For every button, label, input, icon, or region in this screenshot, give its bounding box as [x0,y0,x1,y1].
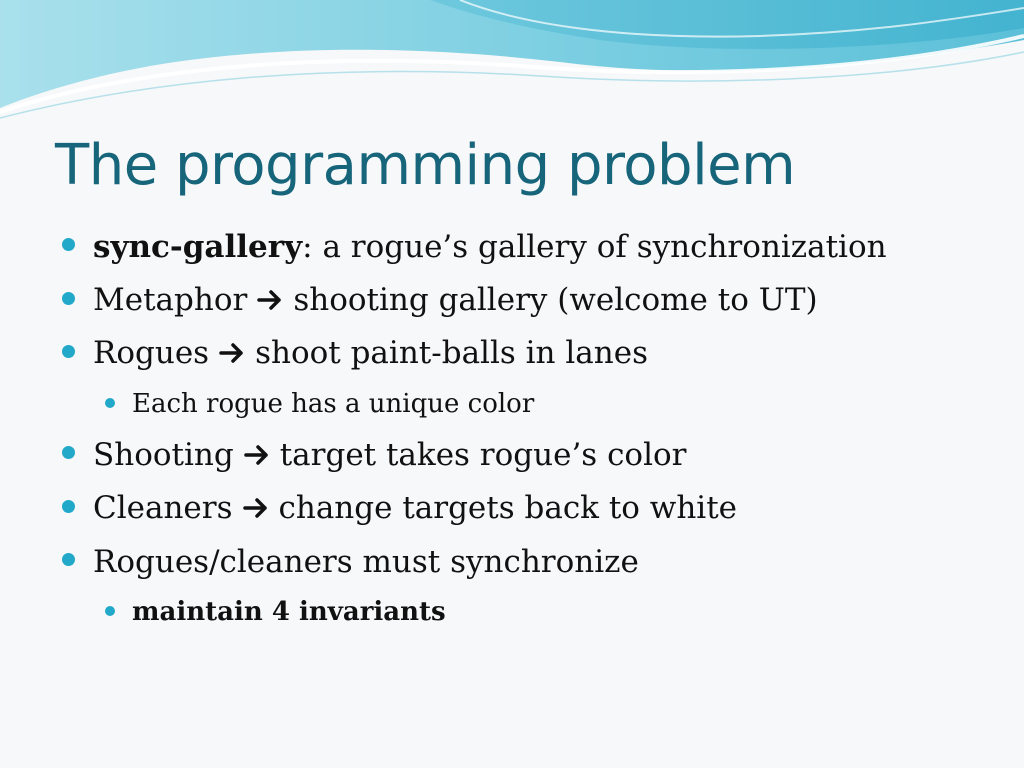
sub-bullet-item [62,380,887,428]
bullet-before-text: Cleaners [93,490,233,527]
right-arrow-icon [244,443,272,467]
bullet-after-text: target takes rogue’s color [279,436,687,473]
bullet-text: Rogues/cleaners must synchronize [93,543,639,580]
bullet-before-text: Metaphor [93,282,248,319]
bullet-item [62,428,887,481]
bullet-item [62,273,887,326]
right-arrow-icon [243,496,271,520]
bullet-before-text: Rogues [93,335,210,372]
bullet-dot-icon [62,238,75,251]
bullet-list [62,220,887,636]
bullet-after-text: shoot paint-balls in lanes [255,335,648,372]
bullet-item [62,482,887,535]
sub-bullet-bold-text: maintain 4 invariants [132,597,446,628]
bullet-bold-text: sync-gallery [93,228,303,265]
bullet-before-text: Shooting [93,436,234,473]
bullet-item [62,535,887,588]
bullet-rest-text: : a rogue’s gallery of synchronization [302,228,887,265]
bullet-dot-icon [62,553,75,566]
bullet-item [62,220,887,273]
bullet-dot-icon [62,446,75,459]
sub-bullet-item [62,588,887,636]
bullet-dot-icon [62,345,75,358]
bullet-text [93,229,887,265]
bullet-item [62,327,887,380]
bullet-after-text: shooting gallery (welcome to UT) [293,282,818,319]
header-wave-decoration [0,0,1024,120]
bullet-dot-icon [62,500,75,513]
bullet-after-text: change targets back to white [278,490,738,527]
right-arrow-icon [219,341,247,365]
sub-bullet-text: Each rogue has a unique color [132,389,535,420]
bullet-dot-icon [105,398,115,408]
bullet-dot-icon [105,606,115,616]
slide-title: The programming problem [55,133,796,198]
right-arrow-icon [257,288,285,312]
bullet-dot-icon [62,292,75,305]
